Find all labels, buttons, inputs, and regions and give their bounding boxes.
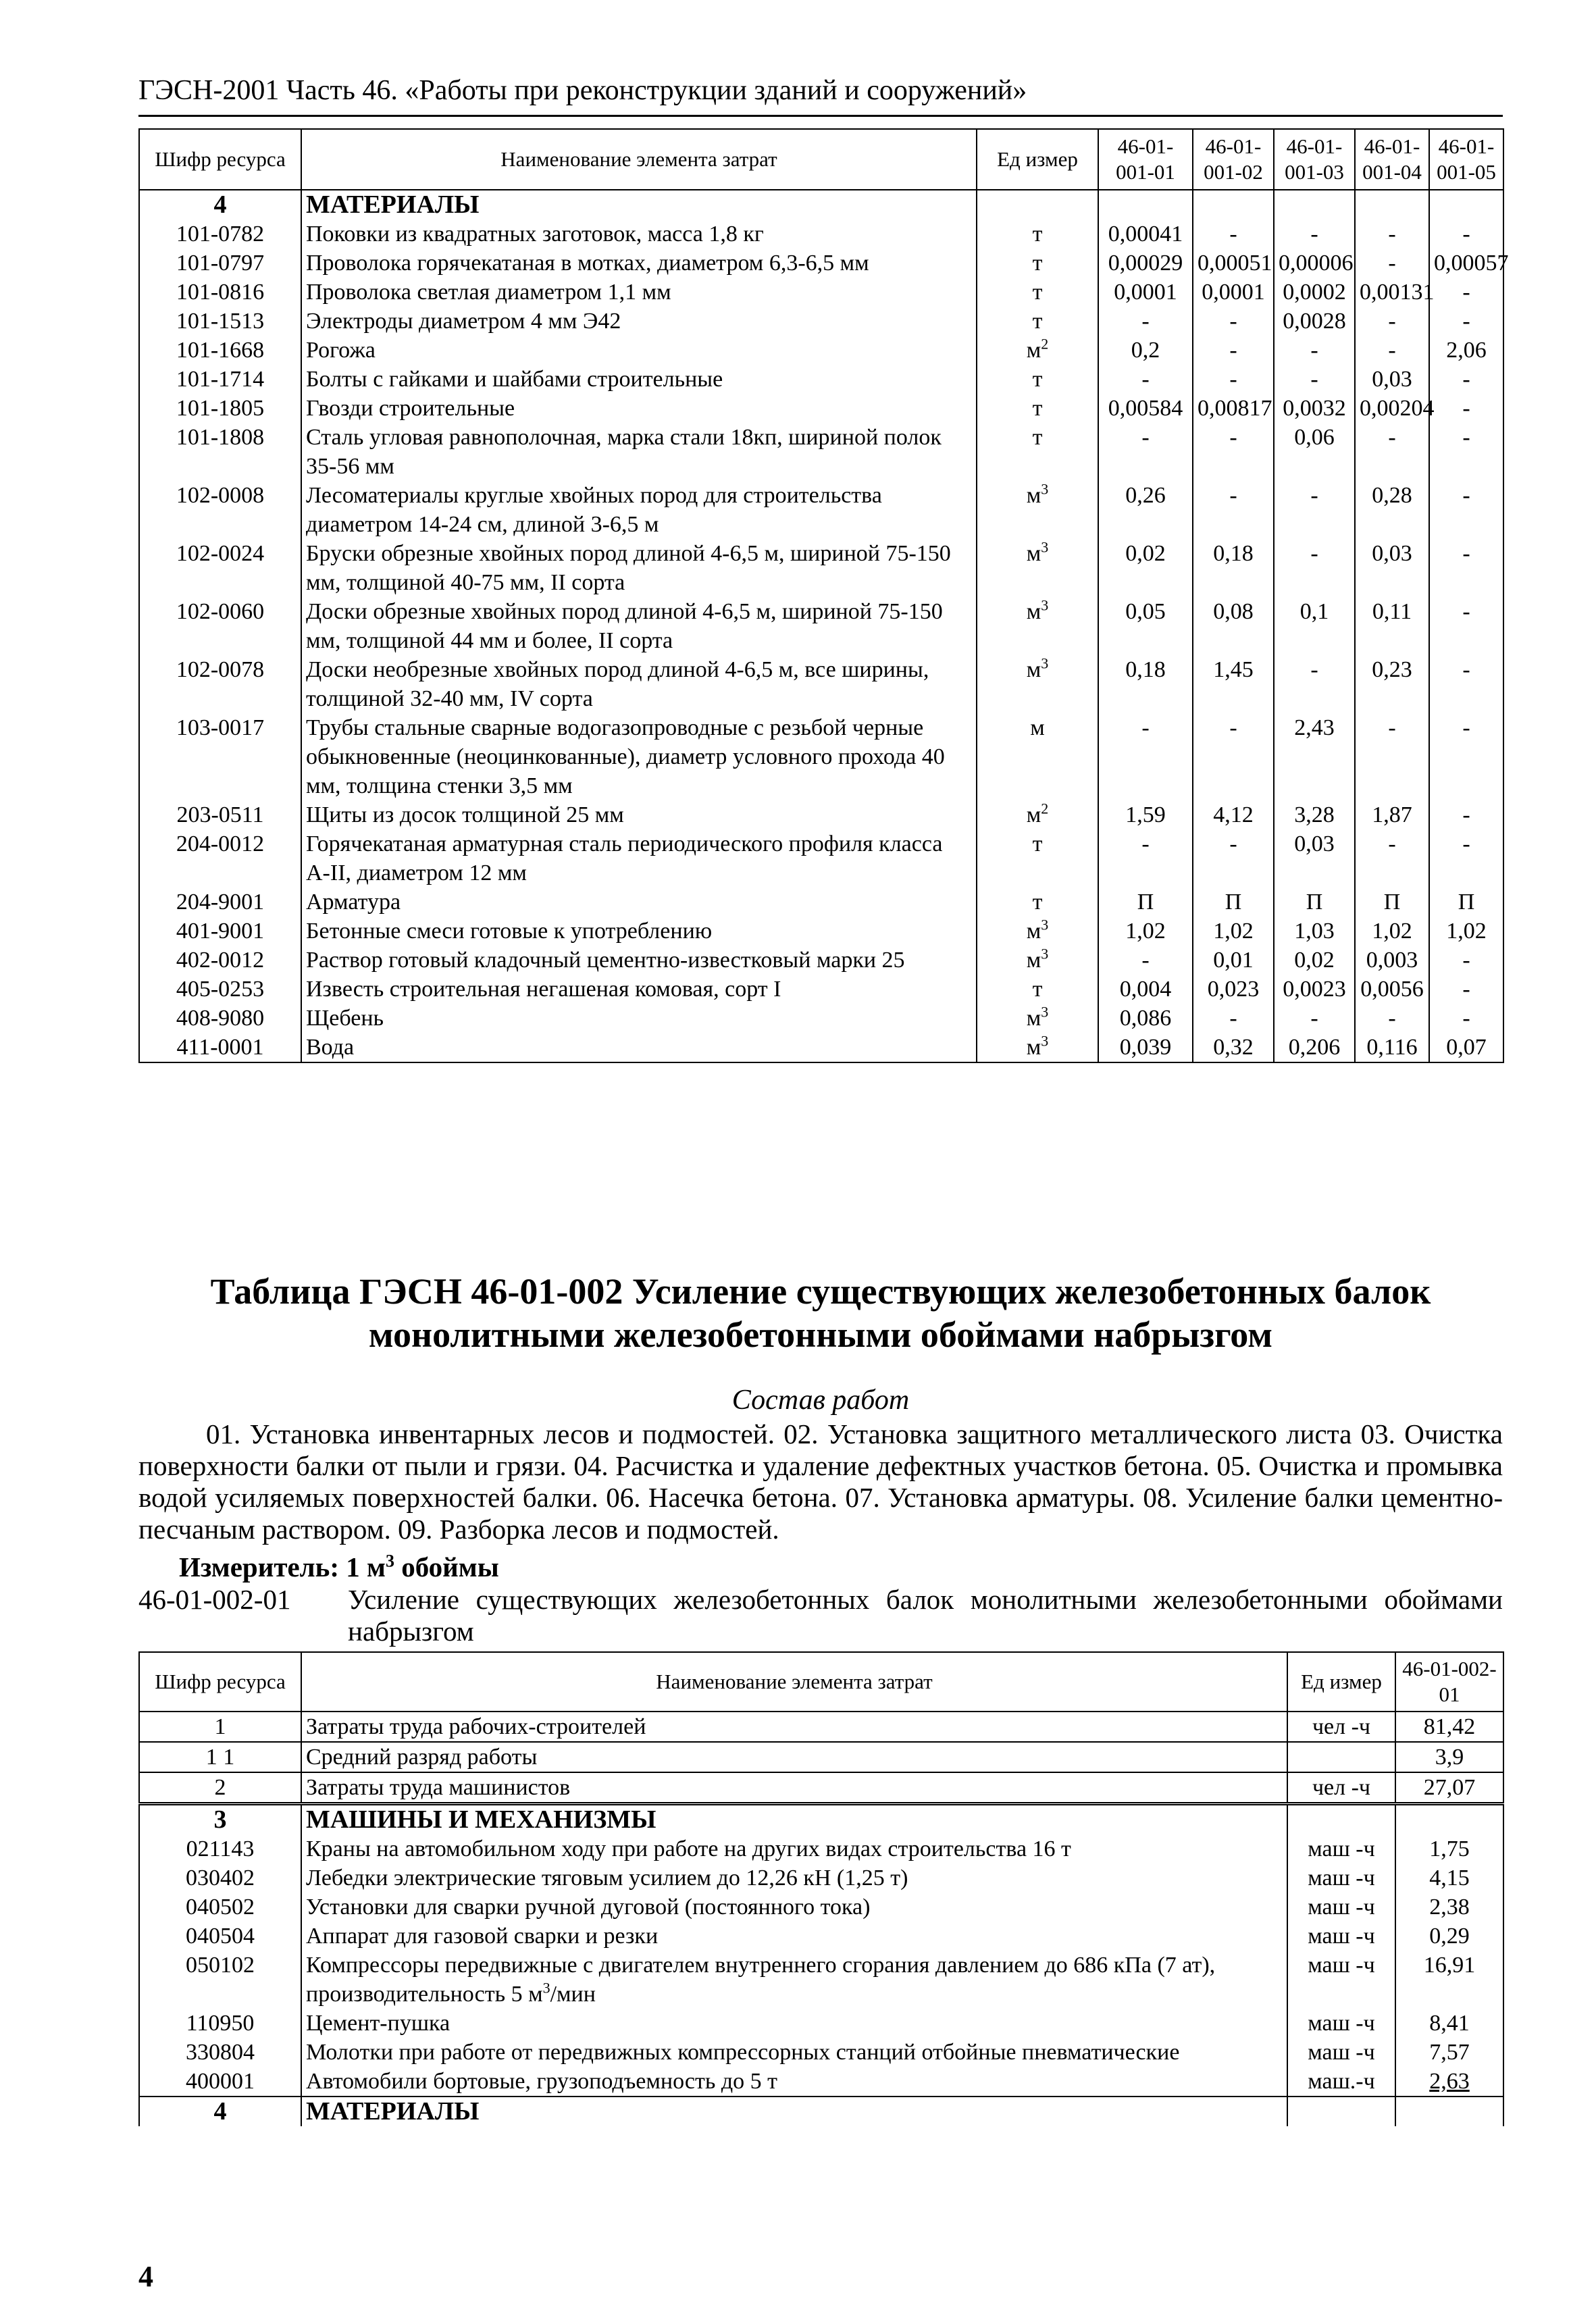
resource-name: Установки для сварки ручной дуговой (постоянного тока): [301, 1893, 1287, 1922]
unit-cell: маш -ч: [1287, 2038, 1395, 2067]
table-row: [139, 1893, 1503, 1922]
unit-cell: маш -ч: [1287, 1834, 1395, 1863]
unit-cell: $м^3$: [977, 1033, 1098, 1062]
unit-cell: [1287, 1804, 1395, 1835]
value-cell: 0,18: [1193, 539, 1274, 597]
resource-name: Затраты труда машинистов: [301, 1772, 1287, 1804]
table-row: [139, 597, 1503, 655]
value-cell: -: [1355, 713, 1429, 800]
value-cell: -: [1098, 946, 1193, 975]
unit-cell: маш -ч: [1287, 1951, 1395, 2009]
value-cell: 1,02: [1098, 917, 1193, 946]
unit-cell: т: [977, 220, 1098, 249]
table-row: [139, 1951, 1503, 2009]
resource-code: 040504: [139, 1922, 301, 1951]
value-cell: 4,15: [1395, 1863, 1503, 1893]
value-cell: 0,07: [1429, 1033, 1503, 1062]
table-body: [139, 190, 1509, 1062]
value-cell: -: [1193, 365, 1274, 394]
value-cell: 0,11: [1355, 597, 1429, 655]
unit-cell: $м^2$: [977, 336, 1098, 365]
value-cell: 3,28: [1274, 800, 1355, 829]
value-cell: -: [1193, 423, 1274, 481]
column-header: Шифр ресурса: [139, 129, 301, 190]
value-cell: 0,00584: [1098, 394, 1193, 423]
value-cell: 0,0028: [1274, 307, 1355, 336]
value-cell: 0,00029: [1098, 249, 1193, 278]
resource-code: 101-1808: [139, 423, 301, 481]
value-cell: 81,42: [1395, 1712, 1503, 1742]
table-row: [139, 2067, 1503, 2097]
value-cell: 0,0001: [1193, 278, 1274, 307]
resource-code: 405-0253: [139, 975, 301, 1004]
value-cell: -: [1429, 307, 1503, 336]
value-cell: 0,05: [1098, 597, 1193, 655]
column-header: 46-01-001-04: [1355, 129, 1429, 190]
table-row: [139, 336, 1503, 365]
table-row: [139, 539, 1503, 597]
value-cell: 0,0023: [1274, 975, 1355, 1004]
value-cell: -: [1429, 365, 1503, 394]
value-cell: -: [1429, 713, 1503, 800]
resource-name: Доски обрезные хвойных пород длиной 4-6,5 м, шириной 75-150 мм, толщиной 44 мм и более, II сорта: [301, 597, 977, 655]
table-row: [139, 278, 1503, 307]
table-row: [139, 888, 1503, 917]
table-header-row: [139, 129, 1503, 190]
value-cell: 0,086: [1098, 1004, 1193, 1033]
unit-cell: $м^2$: [977, 800, 1098, 829]
value-cell: 0,32: [1193, 1033, 1274, 1062]
resource-code: 204-0012: [139, 829, 301, 888]
table-row: [139, 481, 1503, 539]
value-cell: 0,2: [1098, 336, 1193, 365]
value-cell: -: [1193, 481, 1274, 539]
section-row: [139, 190, 1503, 220]
table-row: [139, 655, 1503, 713]
value-cell: 0,01: [1193, 946, 1274, 975]
page-number: 4: [138, 2260, 153, 2293]
value-cell: 27,07: [1395, 1772, 1503, 1804]
value-cell: -: [1355, 336, 1429, 365]
unit-cell: м: [977, 713, 1098, 800]
table-row: [139, 1742, 1503, 1772]
table-header-row: [139, 1652, 1503, 1712]
value-cell: -: [1355, 307, 1429, 336]
section-name: МАШИНЫ И МЕХАНИЗМЫ: [301, 1804, 1287, 1835]
section-code: 4: [139, 190, 301, 220]
value-cell: 0,29: [1395, 1922, 1503, 1951]
resource-code: 101-1805: [139, 394, 301, 423]
resource-code: 110950: [139, 2009, 301, 2038]
value-cell: -: [1429, 829, 1503, 888]
unit-cell: т: [977, 975, 1098, 1004]
value-cell: 0,023: [1193, 975, 1274, 1004]
table-row: [139, 1004, 1503, 1033]
table-row: [139, 394, 1503, 423]
unit-cell: $м^3$: [977, 917, 1098, 946]
table-row: [139, 307, 1503, 336]
unit-cell: $м^3$: [977, 946, 1098, 975]
section-row: [139, 1804, 1503, 1835]
value-cell: 0,02: [1274, 946, 1355, 975]
unit-cell: [1287, 1742, 1395, 1772]
value-cell: 2,38: [1395, 1893, 1503, 1922]
value-cell: [1395, 1804, 1503, 1835]
value-cell: 0,00006: [1274, 249, 1355, 278]
value-cell: 0,004: [1098, 975, 1193, 1004]
value-cell: 0,206: [1274, 1033, 1355, 1062]
resource-name: Арматура: [301, 888, 977, 917]
value-cell: -: [1429, 539, 1503, 597]
resource-name: Щебень: [301, 1004, 977, 1033]
value-cell: -: [1429, 800, 1503, 829]
column-header: 46-01-001-03: [1274, 129, 1355, 190]
value-cell: П: [1098, 888, 1193, 917]
resource-code: 102-0078: [139, 655, 301, 713]
value-cell: -: [1429, 946, 1503, 975]
resource-code: 101-1668: [139, 336, 301, 365]
measure-label: Измеритель:: [179, 1551, 340, 1583]
value-cell: 0,26: [1098, 481, 1193, 539]
table-row: [139, 2009, 1503, 2038]
resource-code: 1 1: [139, 1742, 301, 1772]
value-cell: -: [1429, 975, 1503, 1004]
section-row: [139, 2097, 1503, 2126]
table-row: [139, 1033, 1503, 1062]
value-cell: -: [1274, 481, 1355, 539]
resources-table-46-01-002: [138, 1651, 1504, 2126]
resource-code: 1: [139, 1712, 301, 1742]
resource-name: Компрессоры передвижные с двигателем внутреннего сгорания давлением до 686 кПа (7 ат), производительность 5 $м^3$/мин: [301, 1951, 1287, 2009]
resources-table-46-01-001: [138, 128, 1509, 1063]
table-row: [139, 365, 1503, 394]
resource-code: 102-0024: [139, 539, 301, 597]
value-cell: 0,23: [1355, 655, 1429, 713]
resource-name: Раствор готовый кладочный цементно-известковый марки 25: [301, 946, 977, 975]
column-header: Наименование элемента затрат: [301, 129, 977, 190]
value-cell: П: [1355, 888, 1429, 917]
section-name: МАТЕРИАЛЫ: [301, 2097, 1287, 2126]
value-cell: -: [1274, 365, 1355, 394]
value-cell: 0,00051: [1193, 249, 1274, 278]
value-cell: -: [1274, 336, 1355, 365]
value-cell: 1,02: [1429, 917, 1503, 946]
value-cell: 1,03: [1274, 917, 1355, 946]
value-cell: -: [1355, 249, 1429, 278]
work-composition-text: 01. Установка инвентарных лесов и подмостей. 02. Установка защитного металлического листа 03. Очистка поверхности балки от пыли и грязи. 04. Расчистка и удаление дефектных участков бетона. 05. Очистка и промывка водой усиляемых поверхностей балки. 06. Насечка бетона. 07. Установка арматуры. 08. Усиление балки цементно-песчаным раствором. 09. Разборка лесов и подмостей.: [138, 1418, 1503, 1545]
table-row: [139, 2038, 1503, 2067]
value-cell: -: [1429, 278, 1503, 307]
resource-code: 411-0001: [139, 1033, 301, 1062]
column-header: 46-01-001-02: [1193, 129, 1274, 190]
resource-code: 050102: [139, 1951, 301, 2009]
value-cell: П: [1274, 888, 1355, 917]
unit-cell: маш -ч: [1287, 1893, 1395, 1922]
value-cell: 2,43: [1274, 713, 1355, 800]
value-cell: -: [1429, 597, 1503, 655]
resource-name: Болты с гайками и шайбами строительные: [301, 365, 977, 394]
resource-name: Горячекатаная арматурная сталь периодического профиля класса А-II, диаметром 12 мм: [301, 829, 977, 888]
table-row: [139, 423, 1503, 481]
value-cell: 0,03: [1355, 365, 1429, 394]
resource-name: Известь строительная негашеная комовая, сорт I: [301, 975, 977, 1004]
resource-name: Аппарат для газовой сварки и резки: [301, 1922, 1287, 1951]
resource-name: Молотки при работе от передвижных компрессорных станций отбойные пневматические: [301, 2038, 1287, 2067]
value-cell: -: [1429, 655, 1503, 713]
value-cell: 1,75: [1395, 1834, 1503, 1863]
column-header: Шифр ресурса: [139, 1652, 301, 1712]
table-row: [139, 1712, 1503, 1742]
table-row: [139, 917, 1503, 946]
resource-name: Бетонные смеси готовые к употреблению: [301, 917, 977, 946]
resource-code: 2: [139, 1772, 301, 1804]
value-cell: 0,00041: [1098, 220, 1193, 249]
value-cell: 0,02: [1098, 539, 1193, 597]
resource-name: Краны на автомобильном ходу при работе на других видах строительства 16 т: [301, 1834, 1287, 1863]
table-body: [139, 1712, 1503, 2126]
resource-code: 102-0008: [139, 481, 301, 539]
value-cell: 0,00131: [1355, 278, 1429, 307]
value-cell: 0,00057: [1429, 249, 1503, 278]
resource-name: Электроды диаметром 4 мм Э42: [301, 307, 977, 336]
column-header: Ед измер: [1287, 1652, 1395, 1712]
value-cell: 16,91: [1395, 1951, 1503, 2009]
unit-cell: маш.-ч: [1287, 2067, 1395, 2097]
unit-cell: $м^3$: [977, 597, 1098, 655]
value-cell: 0,08: [1193, 597, 1274, 655]
section-name: МАТЕРИАЛЫ: [301, 190, 977, 220]
resource-code: 330804: [139, 2038, 301, 2067]
value-cell: 1,87: [1355, 800, 1429, 829]
unit-cell: маш -ч: [1287, 1922, 1395, 1951]
resource-code: 101-0797: [139, 249, 301, 278]
resource-name: Бруски обрезные хвойных пород длиной 4-6,5 м, шириной 75-150 мм, толщиной 40-75 мм, II сорта: [301, 539, 977, 597]
unit-cell: $м^3$: [977, 539, 1098, 597]
resource-code: 103-0017: [139, 713, 301, 800]
resource-code: 203-0511: [139, 800, 301, 829]
unit-cell: [1287, 2097, 1395, 2126]
unit-cell: т: [977, 249, 1098, 278]
column-header: Ед измер: [977, 129, 1098, 190]
resource-name: Проволока горячекатаная в мотках, диаметром 6,3-6,5 мм: [301, 249, 977, 278]
value-cell: 0,28: [1355, 481, 1429, 539]
resource-code: 101-1714: [139, 365, 301, 394]
table-row: [139, 829, 1503, 888]
unit-cell: чел -ч: [1287, 1712, 1395, 1742]
table-row: [139, 1863, 1503, 1893]
value-cell: -: [1429, 1004, 1503, 1033]
resource-name: Трубы стальные сварные водогазопроводные с резьбой черные обыкновенные (неоцинкованные), диаметр условного прохода 40 мм, толщина стенки 3,5 мм: [301, 713, 977, 800]
resource-name: Проволока светлая диаметром 1,1 мм: [301, 278, 977, 307]
value-cell: -: [1098, 423, 1193, 481]
value-cell: П: [1429, 888, 1503, 917]
resource-name: Рогожа: [301, 336, 977, 365]
value-cell: -: [1193, 829, 1274, 888]
resource-name: Щиты из досок толщиной 25 мм: [301, 800, 977, 829]
resource-name: Лебедки электрические тяговым усилием до 12,26 кН (1,25 т): [301, 1863, 1287, 1893]
value-cell: -: [1429, 220, 1503, 249]
norm-code: 46-01-002-01: [138, 1584, 291, 1615]
value-cell: -: [1098, 307, 1193, 336]
resource-code: 021143: [139, 1834, 301, 1863]
value-cell: 0,06: [1274, 423, 1355, 481]
resource-name: Автомобили бортовые, грузоподъемность до 5 т: [301, 2067, 1287, 2097]
resource-name: Средний разряд работы: [301, 1742, 1287, 1772]
resource-code: 401-9001: [139, 917, 301, 946]
resource-name: Цемент-пушка: [301, 2009, 1287, 2038]
value-cell: 0,0001: [1098, 278, 1193, 307]
table-row: [139, 975, 1503, 1004]
unit-cell: чел -ч: [1287, 1772, 1395, 1804]
resource-name: Поковки из квадратных заготовок, масса 1,8 кг: [301, 220, 977, 249]
unit-cell: т: [977, 829, 1098, 888]
column-header: Наименование элемента затрат: [301, 1652, 1287, 1712]
measure-value: 1 $м^3$ обоймы: [346, 1551, 499, 1583]
value-cell: -: [1429, 394, 1503, 423]
resource-name: Доски необрезные хвойных пород длиной 4-6,5 м, все ширины, толщиной 32-40 мм, IV сорта: [301, 655, 977, 713]
value-cell: -: [1274, 1004, 1355, 1033]
resource-code: 101-0782: [139, 220, 301, 249]
table-row: [139, 713, 1503, 800]
unit-cell: $м^3$: [977, 1004, 1098, 1033]
value-cell: 4,12: [1193, 800, 1274, 829]
resource-code: 408-9080: [139, 1004, 301, 1033]
value-cell: -: [1355, 1004, 1429, 1033]
resource-code: 204-9001: [139, 888, 301, 917]
unit-cell: $м^3$: [977, 655, 1098, 713]
table-row: [139, 220, 1503, 249]
measure-unit: [179, 1550, 499, 1584]
value-cell: -: [1355, 423, 1429, 481]
resource-name: Лесоматериалы круглые хвойных пород для строительства диаметром 14-24 см, длиной 3-6,5 м: [301, 481, 977, 539]
column-header: 46-01-001-01: [1098, 129, 1193, 190]
section-code: 3: [139, 1804, 301, 1835]
table-row: [139, 800, 1503, 829]
resource-name: Затраты труда рабочих-строителей: [301, 1712, 1287, 1742]
value-cell: -: [1193, 307, 1274, 336]
unit-cell: маш -ч: [1287, 1863, 1395, 1893]
running-header: ГЭСН-2001 Часть 46. «Работы при реконструкции зданий и сооружений»: [138, 73, 1503, 117]
value-cell: 0,0032: [1274, 394, 1355, 423]
table-row: [139, 249, 1503, 278]
column-header: 46-01-001-05: [1429, 129, 1503, 190]
norm-name: Усиление существующих железобетонных балок монолитными железобетонными обоймами набрызгом: [348, 1584, 1503, 1647]
column-header: 46-01-002-01: [1395, 1652, 1503, 1712]
value-cell: 7,57: [1395, 2038, 1503, 2067]
unit-cell: т: [977, 423, 1098, 481]
value-cell: 0,03: [1274, 829, 1355, 888]
value-cell: -: [1429, 423, 1503, 481]
table-row: [139, 1834, 1503, 1863]
value-cell: 0,1: [1274, 597, 1355, 655]
value-cell: -: [1098, 365, 1193, 394]
value-cell: -: [1098, 713, 1193, 800]
unit-cell: т: [977, 365, 1098, 394]
value-cell: 3,9: [1395, 1742, 1503, 1772]
table-row: [139, 946, 1503, 975]
value-cell: -: [1193, 713, 1274, 800]
value-cell: -: [1274, 655, 1355, 713]
unit-cell: т: [977, 888, 1098, 917]
value-cell: 2,06: [1429, 336, 1503, 365]
section-code: 4: [139, 2097, 301, 2126]
resource-code: 101-0816: [139, 278, 301, 307]
resource-code: 400001: [139, 2067, 301, 2097]
value-cell: 0,116: [1355, 1033, 1429, 1062]
value-cell: -: [1193, 336, 1274, 365]
value-cell: П: [1193, 888, 1274, 917]
value-cell: 0,18: [1098, 655, 1193, 713]
value-cell: 0,00204: [1355, 394, 1429, 423]
resource-code: 101-1513: [139, 307, 301, 336]
table-title: Таблица ГЭСН 46-01-002 Усиление существующих железобетонных балок монолитными железобетонными обоймами набрызгом: [210, 1271, 1431, 1355]
value-cell: 0,0002: [1274, 278, 1355, 307]
value-cell: -: [1274, 220, 1355, 249]
value-cell: 8,41: [1395, 2009, 1503, 2038]
unit-cell: т: [977, 278, 1098, 307]
table-row: [139, 1922, 1503, 1951]
value-cell: -: [1193, 220, 1274, 249]
value-cell: -: [1098, 829, 1193, 888]
unit-cell: $м^3$: [977, 481, 1098, 539]
value-cell: 1,59: [1098, 800, 1193, 829]
unit-cell: маш -ч: [1287, 2009, 1395, 2038]
value-cell: 0,039: [1098, 1033, 1193, 1062]
resource-code: 402-0012: [139, 946, 301, 975]
value-cell: 0,0056: [1355, 975, 1429, 1004]
unit-cell: т: [977, 394, 1098, 423]
value-cell: 0,00817: [1193, 394, 1274, 423]
resource-code: 030402: [139, 1863, 301, 1893]
value-cell: -: [1274, 539, 1355, 597]
value-cell: 1,02: [1193, 917, 1274, 946]
resource-name: Сталь угловая равнополочная, марка стали 18кп, шириной полок 35-56 мм: [301, 423, 977, 481]
value-cell: [1395, 2097, 1503, 2126]
value-cell: -: [1355, 220, 1429, 249]
value-cell: 1,02: [1355, 917, 1429, 946]
value-cell: 0,003: [1355, 946, 1429, 975]
value-cell: -: [1355, 829, 1429, 888]
value-cell: 2,63: [1395, 2067, 1503, 2097]
value-cell: 1,45: [1193, 655, 1274, 713]
work-composition-title: Состав работ: [731, 1385, 910, 1416]
value-cell: -: [1193, 1004, 1274, 1033]
value-cell: -: [1429, 481, 1503, 539]
resource-name: Гвозди строительные: [301, 394, 977, 423]
resource-code: 102-0060: [139, 597, 301, 655]
value-cell: 0,03: [1355, 539, 1429, 597]
unit-cell: т: [977, 307, 1098, 336]
resource-code: 040502: [139, 1893, 301, 1922]
resource-name: Вода: [301, 1033, 977, 1062]
table-row: [139, 1772, 1503, 1804]
